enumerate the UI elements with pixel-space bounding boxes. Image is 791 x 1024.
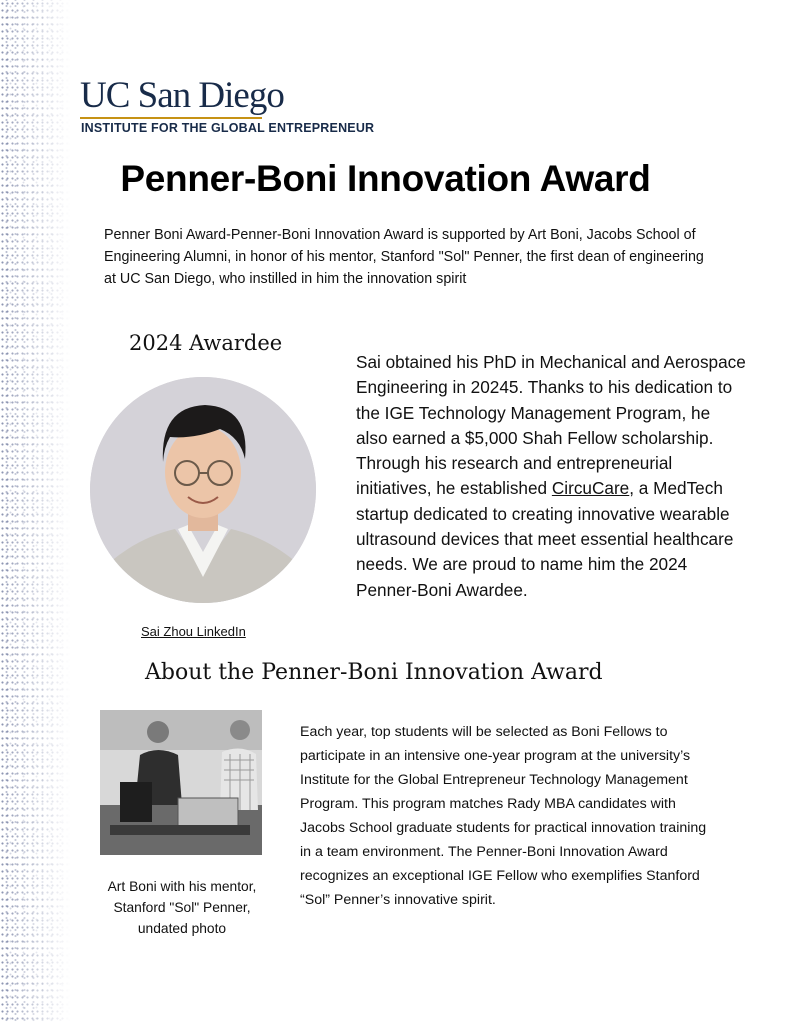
bio-text-end: , a MedTech startup dedicated to creating innovative wearable ultrasound devices that meet essential healthcare needs. We are proud to name him the 2024 Penner-Boni Awardee. — [356, 478, 734, 600]
photo-caption: Art Boni with his mentor, Stanford "Sol" Penner, undated photo — [107, 879, 257, 936]
speckle-border — [0, 0, 70, 1024]
logo-rule — [80, 117, 262, 119]
about-heading: About the Penner-Boni Innovation Award — [145, 660, 603, 685]
intro-paragraph: Penner Boni Award-Penner-Boni Innovation Award is supported by Art Boni, Jacobs School of Engineering Alumni, in honor of his mentor, Stanford "Sol" Penner, the first dean of engineering at UC San Diego, who instilled in him the innovation spirit — [104, 227, 704, 287]
uc-san-diego-logo: UC San Diego — [80, 75, 284, 116]
awardee-portrait — [90, 377, 316, 603]
awardee-heading: 2024 Awardee — [129, 331, 283, 355]
bio-text-start: Sai obtained his PhD in Mechanical and Aerospace Engineering in 20245. Thanks to his dedication to the IGE Technology Management Program, he also earned a $5,000 Shah Fellow scholarship. Through his research and entrepreneurial initiatives, he established — [356, 352, 746, 499]
about-paragraph: Each year, top students will be selected as Boni Fellows to participate in an intensive one-year program at the university’s Institute for the Global Entrepreneur Technology Management Program. This program matches Rady MBA candidates with Jacobs School graduate students for practical innovation training in a team environment. The Penner-Boni Innovation Award recognizes an exceptional IGE Fellow who exemplifies Stanford “Sol” Penner’s innovative spirit. — [300, 724, 707, 908]
linkedin-link[interactable]: Sai Zhou LinkedIn — [141, 624, 246, 639]
awardee-bio — [356, 350, 746, 603]
institute-name: INSTITUTE FOR THE GLOBAL ENTREPRENEUR — [81, 121, 375, 135]
page-title: Penner-Boni Innovation Award — [120, 158, 651, 199]
circucare-link[interactable]: CircuCare — [551, 478, 630, 499]
penner-boni-photo — [100, 710, 262, 855]
